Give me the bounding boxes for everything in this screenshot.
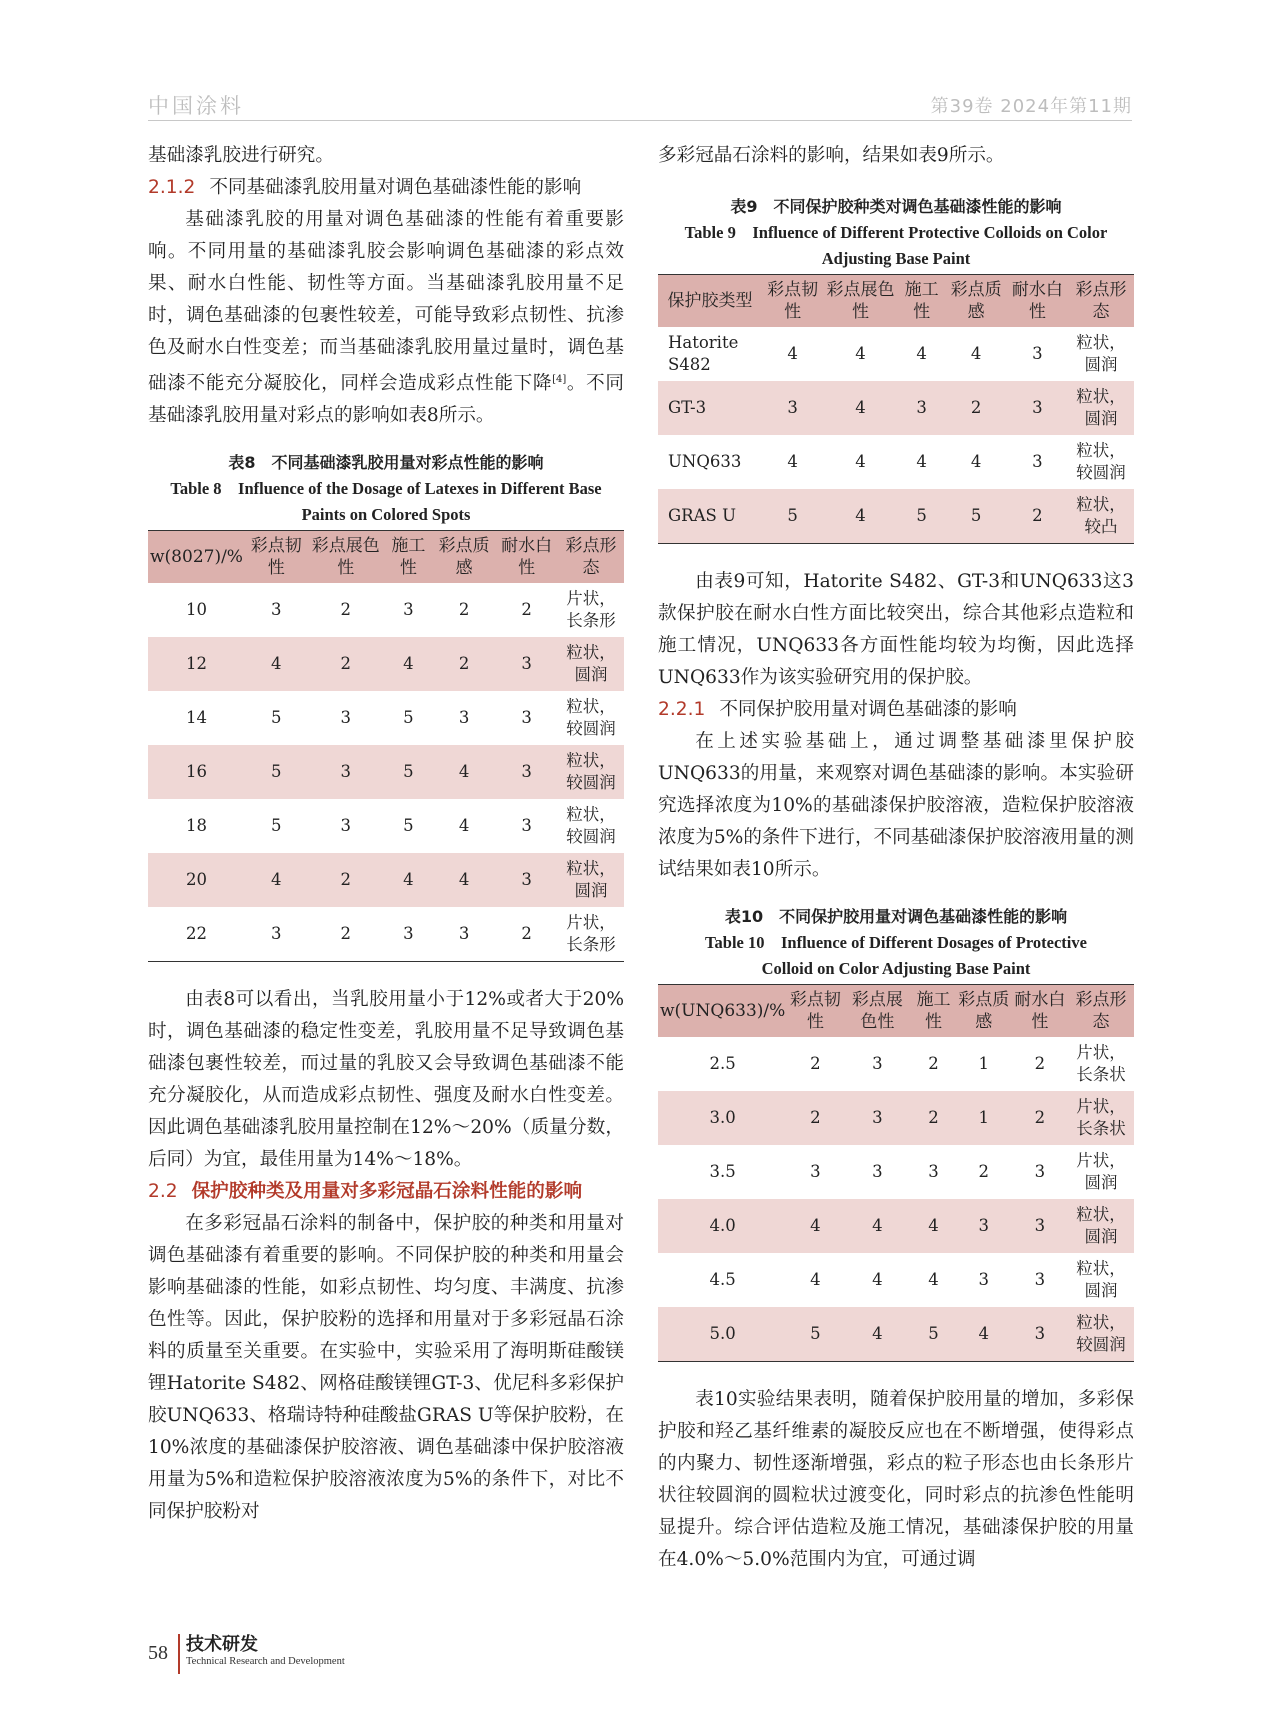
table-row [148,907,624,962]
table-row [148,637,624,691]
cell: 4.0 [658,1199,787,1253]
section-title: 不同保护胶用量对调色基础漆的影响 [719,699,1017,720]
cell: 3 [872,1054,883,1073]
cell: 5 [384,745,433,799]
table-header-row [658,985,1134,1038]
cell: 3 [403,600,414,620]
cell: 3 [762,381,823,435]
cell: 2 [1007,489,1068,544]
col-header: 保护胶类型 [658,275,762,328]
cell: 3.0 [658,1091,787,1145]
paragraph: 表10实验结果表明，随着保护胶用量的增加，多彩保护胶和羟乙基纤维素的凝胶反应也在不断增强，使得彩点的内聚力、韧性逐渐增强，彩点的粒子形态也由长条形片状往较圆润的圆粒状过渡变化，同时彩点的抗渗色性能明显提升。综合评估造粒及施工情况，基础漆保护胶的用量在4.0%～5.0%范围内为宜，可通过调 [658,1389,1134,1570]
cell: 3 [1032,452,1043,471]
cell: 片状，长条状 [1068,1091,1134,1145]
section-number: 2.1.2 [148,177,196,198]
cell: 粒状，较圆润 [1068,1307,1134,1362]
cell: 10 [185,600,207,620]
col-header: 彩点展色性 [843,985,911,1038]
col-header: 彩点质感 [956,985,1012,1038]
col-header: 彩点展色性 [308,531,384,584]
cell: 粒状，圆润 [1068,1199,1134,1253]
cell: 3 [458,924,470,944]
cell: 2 [521,600,532,620]
section-title: 不同基础漆乳胶用量对调色基础漆性能的影响 [209,177,582,198]
cell: 5.0 [658,1307,787,1362]
cell: 4 [843,1199,911,1253]
cell: 4 [384,853,433,907]
cell: 4 [245,637,308,691]
table-header-row [658,275,1134,328]
cell: 4 [810,1270,821,1289]
paragraph: 基础漆乳胶进行研究。 [148,145,334,166]
cell: 2 [928,1054,939,1073]
table-row [658,435,1134,489]
cell: 2 [946,381,1007,435]
section-heading-2-2-1 [658,694,1134,726]
cell: 3 [308,745,384,799]
section-heading-2-2 [148,1176,624,1208]
cell: 粒状，圆润 [1076,1259,1126,1300]
cell: 14 [185,708,207,728]
cell: UNQ633 [668,452,742,471]
page-header [148,84,1132,121]
cell: 粒状，较圆润 [1076,441,1126,482]
table-row [658,1307,1134,1362]
paragraph: 多彩冠晶石涂料的影响，结果如表9所示。 [658,145,1005,166]
cell: 3 [898,381,946,435]
cell: 3 [521,708,532,728]
cell: 4 [916,344,927,363]
col-header: 施工性 [384,531,433,584]
section-title: 保护胶种类及用量对多彩冠晶石涂料性能的影响 [191,1181,583,1203]
cell: 片状，长条形 [566,913,616,955]
cell: 4 [433,745,496,799]
cell: 5 [403,708,414,728]
cell: 3 [1012,1307,1068,1362]
table-row [658,327,1134,381]
table-row [658,1199,1134,1253]
cell: 16 [148,745,245,799]
cell: 2 [308,853,384,907]
cell: 4 [970,344,982,363]
cell: 3 [458,708,470,728]
table-row [658,1253,1134,1307]
cell: 4 [843,1307,911,1362]
cell: 3.5 [709,1162,736,1181]
cell: 3 [340,816,352,836]
table-row [148,583,624,637]
cell: Hatorite S482 [668,333,739,374]
table-8-caption-cn: 表8 不同基础漆乳胶用量对彩点性能的影响 [228,453,544,473]
col-header: 耐水白性 [1012,985,1068,1038]
cell: 3 [1034,1270,1046,1289]
cell: 4 [433,853,496,907]
cell: 4 [823,381,898,435]
cell: 20 [148,853,245,907]
col-header: 施工性 [911,985,955,1038]
cell: 3 [271,924,282,944]
cell: 2 [911,1091,955,1145]
cell: 3 [956,1199,1012,1253]
section-number: 2.2 [148,1181,178,1203]
table-row [658,489,1134,544]
cell: 粒状，较凸 [1068,489,1134,544]
cell: 片状，圆润 [1076,1151,1126,1192]
table-8-caption-en: Table 8 Influence of the Dosage of Latexes in Different Base Paints on Colored Spots [170,479,602,525]
page-number: 58 [148,1642,168,1664]
cell: 2 [340,600,352,620]
cell: 3 [521,816,532,836]
cell: 2 [1012,1091,1068,1145]
cell: 3 [1012,1199,1068,1253]
cell: 4 [787,344,798,363]
col-header: 彩点韧性 [245,531,308,584]
cell: 3 [1034,1162,1046,1181]
cell: 片状，长条状 [1076,1043,1126,1084]
table-9-caption-cn: 表9 不同保护胶种类对调色基础漆性能的影响 [730,197,1062,216]
cell: 18 [185,816,207,836]
cell: 4 [916,452,927,471]
cell: 5 [911,1307,955,1362]
table-10-caption-cn: 表10 不同保护胶用量对调色基础漆性能的影响 [724,907,1068,926]
cell: 4 [928,1270,939,1289]
cell: 粒状，圆润 [558,637,624,691]
paragraph: 由表8可以看出，当乳胶用量小于12%或者大于20%时，调色基础漆的稳定性变差，乳胶用量不足导致调色基础漆包裹性较差，而过量的乳胶又会导致调色基础漆不能充分凝胶化，从而造成彩点韧性、强度及耐水白性变差。因此调色基础漆乳胶用量控制在12%～20%（质量分数，后同）为宜，最佳用量为14%～18%。 [148,989,624,1171]
cell: 粒状，较圆润 [566,805,616,847]
cell: 4 [956,1307,1012,1362]
cell: 3 [495,745,558,799]
cell: 片状，长条形 [566,589,616,631]
table-header-row [148,531,624,584]
cell: 4 [911,1199,955,1253]
paragraph-text: 。不同基础漆乳胶用量对彩点的影响如表8所示。 [148,373,624,427]
cell: 4 [458,816,470,836]
col-header: w(8027)/% [148,531,245,584]
cell: 4 [787,452,798,471]
table-row [658,1145,1134,1199]
table-9-caption-en: Table 9 Influence of Different Protective Colloids on Color Adjusting Base Paint [684,223,1108,268]
section-heading-2-1-2 [148,172,624,204]
cell: 5 [787,1307,843,1362]
cell: 3 [810,1162,821,1181]
section-label-en: Technical Research and Development [186,1656,345,1667]
cell: 4 [855,452,866,471]
table-row [148,853,624,907]
col-header: 彩点韧性 [762,275,823,328]
cell: 3 [1032,344,1043,363]
table-row [658,1037,1134,1091]
cell: 2 [340,924,352,944]
cell: 4 [823,489,898,544]
cell: 粒状，较圆润 [558,745,624,799]
cell: 2 [810,1054,821,1073]
cell: 5 [762,489,823,544]
issue-info: 第39卷 2024年第11期 [930,96,1132,117]
cell: 3 [872,1162,883,1181]
cell: 5 [245,745,308,799]
left-column [148,140,624,1528]
paragraph-text: 基础漆乳胶的用量对调色基础漆的性能有着重要影响。不同用量的基础漆乳胶会影响调色基础漆的彩点效果、耐水白性能、韧性等方面。当基础漆乳胶用量不足时，调色基础漆的包裹性较差，可能导致彩点韧性、抗渗色及耐水白性变差；而当基础漆乳胶用量过量时，调色基础漆不能充分凝胶化，同样会造成彩点性能下降 [148,209,624,395]
cell: 3 [978,1270,990,1289]
cell: 2 [521,924,532,944]
col-header: 彩点形态 [1068,985,1134,1038]
col-header: 施工性 [898,275,946,328]
table-10-caption-en: Table 10 Influence of Different Dosages of Protective Colloid on Color Adjusting Base Paint [705,933,1087,978]
col-header: 彩点形态 [558,531,624,584]
cell: 22 [185,924,207,944]
cell: 粒状，圆润 [558,853,624,907]
col-header: 彩点韧性 [787,985,843,1038]
cell: GRAS U [658,489,762,544]
col-header: 耐水白性 [1007,275,1068,328]
col-header: 彩点展色性 [823,275,898,328]
cell: 4.5 [709,1270,736,1289]
table-row [658,381,1134,435]
table-10 [658,984,1134,1362]
cell: 5 [271,708,282,728]
cell: 1 [978,1054,990,1073]
cell: 3 [1007,381,1068,435]
cell: 粒状，圆润 [1068,381,1134,435]
cell: 3 [271,600,282,620]
cell: 3 [495,637,558,691]
cell: 2 [308,637,384,691]
cell: 5 [898,489,946,544]
table-row [658,1091,1134,1145]
table-row [148,799,624,853]
footer-divider [178,1634,180,1674]
cell: 4 [872,1270,883,1289]
cell: 4 [384,637,433,691]
citation-ref: [4] [552,374,567,385]
col-header: 彩点质感 [946,275,1007,328]
table-row [148,745,624,799]
cell: 5 [403,816,414,836]
cell: 4 [970,452,982,471]
cell: 4 [855,344,866,363]
paragraph: 由表9可知，Hatorite S482、GT-3和UNQ633这3款保护胶在耐水白性方面比较突出，综合其他彩点造粒和施工情况，UNQ633各方面性能均较为均衡，因此选择UNQ633作为该实验研究用的保护胶。 [658,571,1134,688]
cell: 3 [403,924,414,944]
cell: 2 [978,1162,990,1181]
section-number: 2.2.1 [658,699,706,720]
col-header: w(UNQ633)/% [658,985,787,1038]
cell: 5 [271,816,282,836]
cell: 2 [433,637,496,691]
cell: 3 [843,1091,911,1145]
section-label-cn: 技术研发 [186,1634,258,1655]
table-8 [148,530,624,962]
col-header: 彩点形态 [1068,275,1134,328]
cell: 2 [458,600,470,620]
cell: 5 [946,489,1007,544]
cell: 粒状，圆润 [1076,333,1126,374]
paragraph: 在多彩冠晶石涂料的制备中，保护胶的种类和用量对调色基础漆有着重要的影响。不同保护胶的种类和用量会影响基础漆的性能，如彩点韧性、均匀度、丰满度、抗渗色性等。因此，保护胶粉的选择和用量对于多彩冠晶石涂料的质量至关重要。在实验中，实验采用了海明斯硅酸镁锂Hatorite S482、网格硅酸镁锂GT-3、优尼科多彩保护胶UNQ633、格瑞诗特种硅酸盐GRAS U等保护胶粉，在10%浓度的基础漆保护胶溶液、调色基础漆中保护胶溶液用量为5%和造粒保护胶溶液浓度为5%的条件下，对比不同保护胶粉对 [148,1213,624,1523]
paragraph [148,204,624,432]
table-9 [658,274,1134,544]
cell: 3 [495,853,558,907]
cell: 2.5 [709,1054,736,1073]
cell: 4 [787,1199,843,1253]
cell: 12 [148,637,245,691]
cell: 2 [787,1091,843,1145]
table-row [148,691,624,745]
col-header: 彩点质感 [433,531,496,584]
cell: 3 [928,1162,939,1181]
paragraph: 在上述实验基础上，通过调整基础漆里保护胶UNQ633的用量，来观察对调色基础漆的影响。本实验研究选择浓度为10%的基础漆保护胶溶液，造粒保护胶溶液浓度为5%的条件下进行，不同基础漆保护胶溶液用量的测试结果如表10所示。 [658,731,1134,880]
cell: GT-3 [658,381,762,435]
cell: 1 [956,1091,1012,1145]
journal-name: 中国涂料 [148,94,244,118]
cell: 粒状，较圆润 [566,697,616,739]
cell: 2 [1034,1054,1046,1073]
cell: 4 [245,853,308,907]
col-header: 耐水白性 [495,531,558,584]
cell: 3 [340,708,352,728]
right-column [658,140,1134,1576]
